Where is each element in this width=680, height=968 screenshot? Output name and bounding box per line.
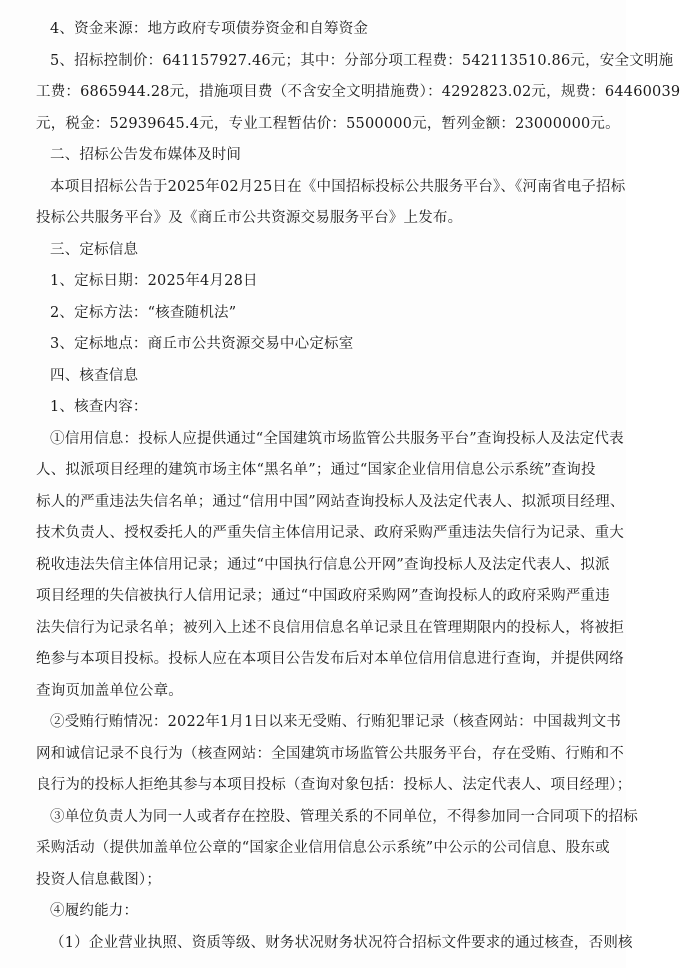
text-line: 税收违法失信主体信用记录；通过“中国执行信息公开网”查询投标人及法定代表人、拟派 bbox=[36, 556, 610, 573]
text-line: （1）企业营业执照、资质等级、财务状况财务状况符合招标文件要求的通过核查，否则核 bbox=[50, 934, 633, 951]
text-line: 查询页加盖单位公章。 bbox=[36, 682, 183, 699]
text-line: ①信用信息：投标人应提供通过“全国建筑市场监管公共服务平台”查询投标人及法定代表 bbox=[50, 430, 624, 447]
section-heading: 二、招标公告发布媒体及时间 bbox=[50, 147, 242, 163]
text-line: 网和诚信记录不良行为（核查网站：全国建筑市场监管公共服务平台，存在受贿、行贿和不 bbox=[36, 745, 624, 762]
text-line: ③单位负责人为同一人或者存在控股、管理关系的不同单位，不得参加同一合同项下的招标 bbox=[50, 808, 638, 825]
text-line: 法失信行为记录名单；被列入上述不良信用信息名单记录且在管理期限内的投标人，将被拒 bbox=[36, 619, 624, 636]
text-line: 5、招标控制价：641157927.46元；其中：分部分项工程费：542113510.86元，安全文明施 bbox=[50, 52, 674, 69]
text-line: 工费：6865944.28元，措施项目费（不含安全文明措施费）：4292823.02元，规费：64460039 bbox=[36, 84, 680, 100]
text-line: 绝参与本项目投标。投标人应在本项目公告发布后对本单位信用信息进行查询，并提供网络 bbox=[36, 651, 624, 667]
text-line: 标人的严重违法失信名单；通过“信用中国”网站查询投标人及法定代表人、拟派项目经理、 bbox=[36, 493, 625, 510]
text-line: 投标公共服务平台》及《商丘市公共资源交易服务平台》上发布。 bbox=[36, 210, 463, 226]
text-line: 2、定标方法：“核查随机法” bbox=[50, 304, 237, 321]
text-line: 本项目招标公告于2025年02月25日在《中国招标投标公共服务平台》、《河南省电子招标 bbox=[50, 178, 626, 195]
text-line: 4、资金来源：地方政府专项债券资金和自筹资金 bbox=[50, 21, 369, 37]
section-heading: 四、核查信息 bbox=[50, 367, 139, 384]
text-line: ④履约能力： bbox=[50, 903, 139, 919]
text-line: 投资人信息截图）； bbox=[36, 871, 162, 888]
text-line: 项目经理的失信被执行人信用记录；通过“中国政府采购网”查询投标人的政府采购严重违 bbox=[36, 588, 610, 604]
text-line: 3、定标地点：商丘市公共资源交易中心定标室 bbox=[50, 336, 354, 352]
section-heading: 三、定标信息 bbox=[50, 241, 139, 258]
text-line: ②受贿行贿情况：2022年1月1日以来无受贿、行贿犯罪记录（核查网站：中国裁判文书 bbox=[50, 714, 622, 730]
text-line: 采购活动（提供加盖单位公章的“国家企业信用信息公示系统”中公示的公司信息、股东或 bbox=[36, 840, 610, 856]
text-line: 技术负责人、授权委托人的严重失信主体信用记录、政府采购严重违法失信行为记录、重大 bbox=[36, 525, 624, 541]
text-line: 1、定标日期：2025年4月28日 bbox=[50, 273, 258, 289]
text-line: 1、核查内容： bbox=[50, 399, 148, 415]
text-line: 良行为的投标人拒绝其参与本项目投标（查询对象包括：投标人、法定代表人、项目经理）； bbox=[36, 777, 632, 793]
document-body bbox=[36, 14, 680, 959]
text-line: 人、拟派项目经理的建筑市场主体“黑名单”；通过“国家企业信用信息公示系统”查询投 bbox=[36, 462, 596, 478]
text-line: 元，税金：52939645.4元，专业工程暂估价：5500000元，暂列金额：23000000元。 bbox=[36, 115, 620, 132]
